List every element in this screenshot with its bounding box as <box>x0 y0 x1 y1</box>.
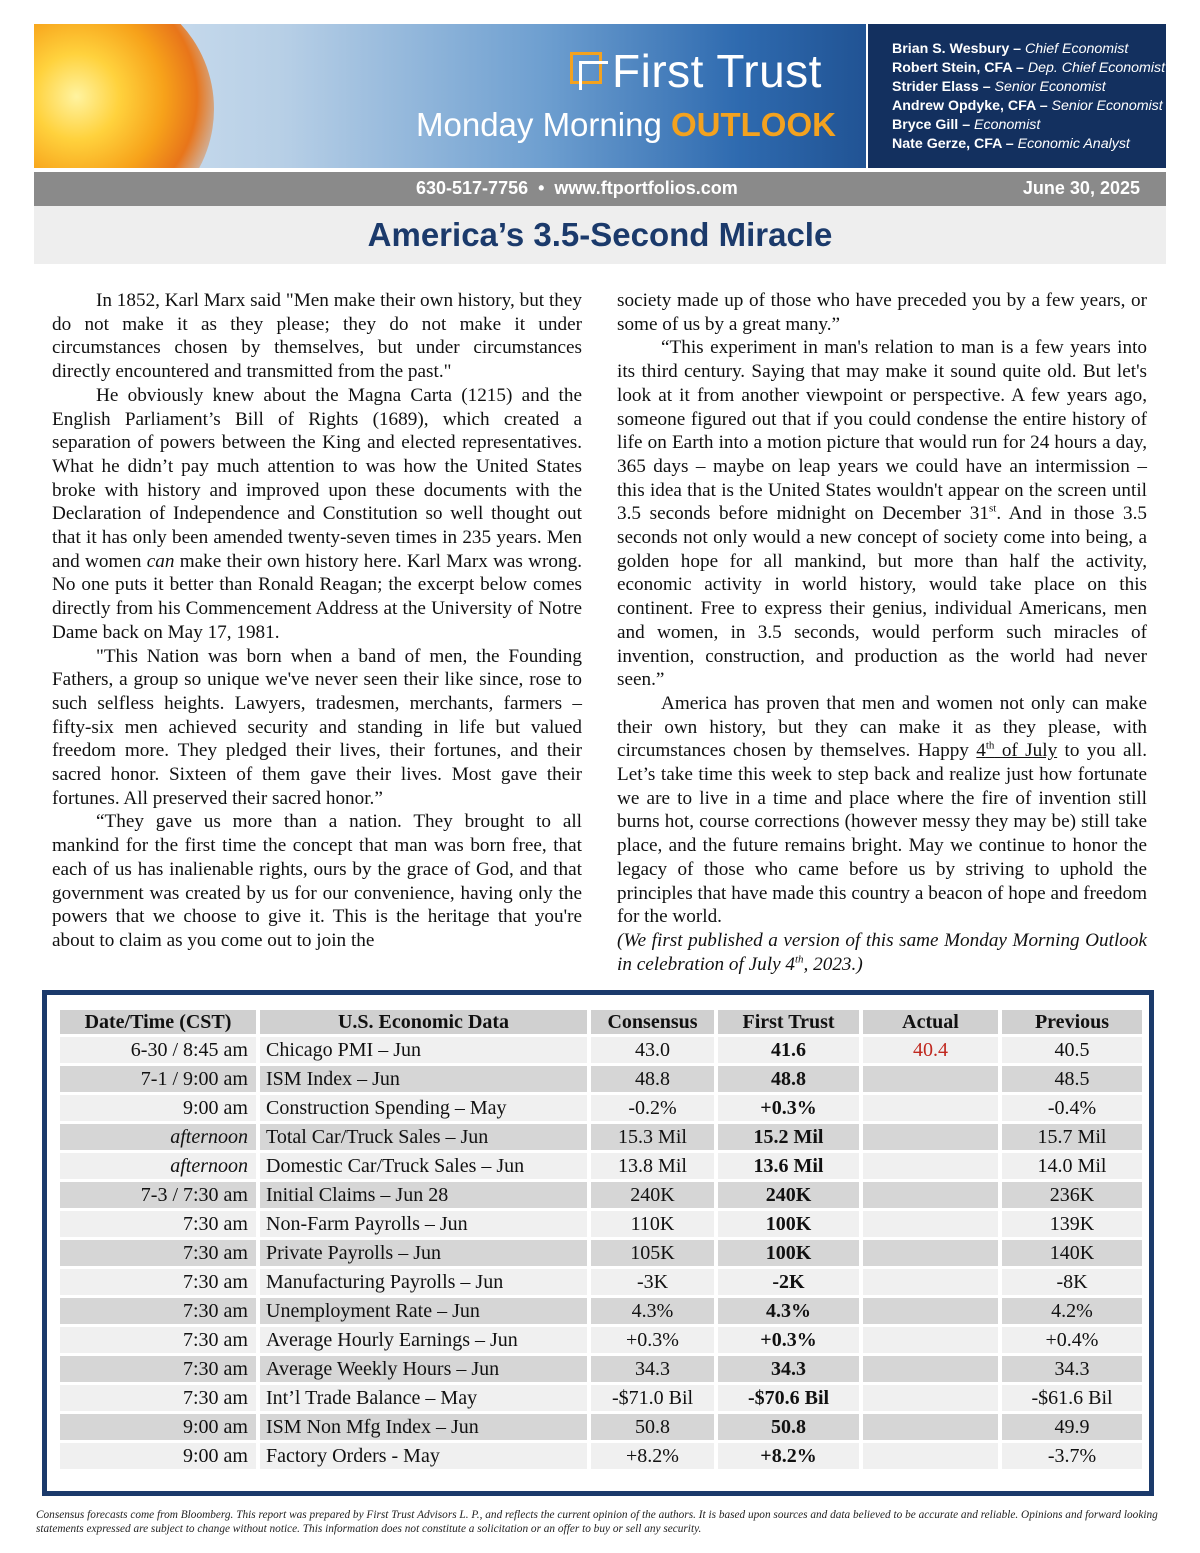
publication-name <box>416 106 836 144</box>
cell-previous: 40.5 <box>1002 1037 1142 1063</box>
staff-name: Robert Stein, CFA <box>892 60 1013 76</box>
cell-consensus: 48.8 <box>591 1066 714 1092</box>
cell-actual <box>863 1327 998 1353</box>
paragraph <box>617 692 1147 929</box>
cell-actual <box>863 1356 998 1382</box>
text-run: America has proven that men and women not only can make their own history, but they can make it as they please, with circumstances chosen by themselves. Happy <box>617 692 1147 762</box>
paragraph <box>52 384 582 645</box>
cell-previous: 4.2% <box>1002 1298 1142 1324</box>
cell-first-trust: 15.2 Mil <box>718 1124 859 1150</box>
cell-previous: +0.4% <box>1002 1327 1142 1353</box>
cell-first-trust: 4.3% <box>718 1298 859 1324</box>
cell-previous: -8K <box>1002 1269 1142 1295</box>
cell-previous: 48.5 <box>1002 1066 1142 1092</box>
cell-consensus: 43.0 <box>591 1037 714 1063</box>
staff-separator: – <box>1009 41 1025 57</box>
cell-indicator: Construction Spending – May <box>260 1095 587 1121</box>
cell-consensus: -3K <box>591 1269 714 1295</box>
text-run: to you all. Let’s take time this week to step back and realize just how fortunate we are to live in a time and place where the fire of invention still burns hot, course corrections (however messy they may be) still take place, and the future remains bright. May we continue to honor the legacy of those who came before us by striving to uphold the principles that have made this country a beacon of hope and freedom for the world. <box>617 740 1148 928</box>
cell-consensus: 240K <box>591 1182 714 1208</box>
cell-actual <box>863 1124 998 1150</box>
cell-consensus: 110K <box>591 1211 714 1237</box>
cell-actual <box>863 1211 998 1237</box>
cell-first-trust: -2K <box>718 1269 859 1295</box>
staff-separator: – <box>958 117 975 133</box>
staff-member <box>892 97 1166 116</box>
cell-actual <box>863 1095 998 1121</box>
cell-indicator: Unemployment Rate – Jun <box>260 1298 587 1324</box>
cell-indicator: Total Car/Truck Sales – Jun <box>260 1124 587 1150</box>
paragraph-continuation: society made up of those who have preceded you by a few years, or some of us by a great many.” <box>617 290 1147 335</box>
table-row <box>60 1269 1142 1295</box>
cell-actual <box>863 1066 998 1092</box>
cell-first-trust: +0.3% <box>718 1095 859 1121</box>
cell-first-trust: 100K <box>718 1240 859 1266</box>
superscript: th <box>985 739 995 752</box>
cell-datetime: 7:30 am <box>60 1240 256 1266</box>
staff-name: Nate Gerze, CFA <box>892 136 1002 152</box>
cell-actual <box>863 1443 998 1469</box>
cell-first-trust: 50.8 <box>718 1414 859 1440</box>
cell-indicator: Initial Claims – Jun 28 <box>260 1182 587 1208</box>
table-row <box>60 1240 1142 1266</box>
table-row <box>60 1298 1142 1324</box>
cell-first-trust: 48.8 <box>718 1066 859 1092</box>
cell-datetime: 7:30 am <box>60 1385 256 1411</box>
cell-indicator: Non-Farm Payrolls – Jun <box>260 1211 587 1237</box>
staff-list <box>866 24 1166 168</box>
cell-previous: 15.7 Mil <box>1002 1124 1142 1150</box>
table-row <box>60 1153 1142 1179</box>
cell-previous: -3.7% <box>1002 1443 1142 1469</box>
cell-indicator: Chicago PMI – Jun <box>260 1037 587 1063</box>
contact-bar <box>34 172 1166 206</box>
sunrise-graphic <box>34 24 214 168</box>
table-row <box>60 1443 1142 1469</box>
staff-separator: – <box>1012 60 1028 76</box>
staff-name: Bryce Gill <box>892 117 959 133</box>
staff-member <box>892 135 1166 154</box>
cell-datetime: 9:00 am <box>60 1443 256 1469</box>
cell-consensus: -$71.0 Bil <box>591 1385 714 1411</box>
staff-separator: – <box>1035 98 1052 114</box>
cell-indicator: Manufacturing Payrolls – Jun <box>260 1269 587 1295</box>
cell-previous: -0.4% <box>1002 1095 1142 1121</box>
article-title: America’s 3.5-Second Miracle <box>367 216 833 253</box>
table-header-row <box>60 1010 1142 1034</box>
staff-separator: – <box>978 79 995 95</box>
staff-name: Brian S. Wesbury <box>892 41 1010 57</box>
staff-member <box>892 40 1166 59</box>
table-row <box>60 1037 1142 1063</box>
cell-previous: 139K <box>1002 1211 1142 1237</box>
cell-consensus: +0.3% <box>591 1327 714 1353</box>
table-row <box>60 1211 1142 1237</box>
title-bar <box>34 206 1166 264</box>
staff-role: Dep. Chief Economist <box>1027 60 1166 76</box>
economic-calendar <box>42 990 1154 1496</box>
cell-datetime: 7:30 am <box>60 1211 256 1237</box>
article-column-right <box>617 289 1147 976</box>
staff-name: Strider Elass <box>892 79 979 95</box>
column-header-data: U.S. Economic Data <box>260 1010 587 1034</box>
cell-previous: 140K <box>1002 1240 1142 1266</box>
publication-note <box>617 929 1147 976</box>
text-run: . And in those 3.5 seconds not only would a new concept of society come into being, a golden hope for all mankind, but more than half the activity, economic activity in world history, would take place on this continent. Free to express their genius, individual Americans, men and women, in 3.5 seconds, would perform such miracles of invention, construction, and production as the world had never seen.” <box>617 503 1147 691</box>
cell-indicator: Average Weekly Hours – Jun <box>260 1356 587 1382</box>
paragraph: “They gave us more than a nation. They brought to all mankind for the first time the concept that man was born free, that each of us has inalienable rights, ours by the grace of God, and that government was created by us for our convenience, having only the powers that we choose to give it. This is the heritage that you're about to claim as you come out to join the <box>52 811 582 951</box>
brand-name: First Trust <box>612 45 822 97</box>
cell-consensus: 15.3 Mil <box>591 1124 714 1150</box>
column-header-first-trust: First Trust <box>718 1010 859 1034</box>
publication-prefix: Monday Morning <box>416 106 662 143</box>
text-run: He obviously knew about the Magna Carta (1215) and the English Parliament’s Bill of Rights (1689), which created a separation of powers between the King and elected representatives. What he didn’t pay much attention to was how the United States broke with history and improved upon these documents with the Declaration of Independence and Constitution so well thought out that it has only been amended twenty-seven times in 235 years. Men and women <box>52 384 582 572</box>
column-header-actual: Actual <box>863 1010 998 1034</box>
cell-datetime: 9:00 am <box>60 1414 256 1440</box>
cell-datetime: 6-30 / 8:45 am <box>60 1037 256 1063</box>
staff-role: Chief Economist <box>1025 41 1129 57</box>
first-trust-logo-icon <box>570 52 602 84</box>
header-banner <box>34 24 1166 168</box>
paragraph <box>617 336 1147 692</box>
cell-actual <box>863 1298 998 1324</box>
cell-actual <box>863 1269 998 1295</box>
cell-consensus: +8.2% <box>591 1443 714 1469</box>
table-row <box>60 1095 1142 1121</box>
superscript: st <box>988 502 997 515</box>
contact-info: 630-517-7756 • www.ftportfolios.com <box>416 178 738 198</box>
column-header-consensus: Consensus <box>591 1010 714 1034</box>
paragraph: In 1852, Karl Marx said "Men make their own history, but they do not make it as they please; they do not make it under circumstances chosen by themselves, but under circumstances directly encountered and transmitted from the past." <box>52 290 582 383</box>
disclaimer: Consensus forecasts come from Bloomberg. This report was prepared by First Trust Advisors L. P., and reflects the current opinion of the authors. It is based upon sources and data believed to be accurate and reliable. Opinions and forward looking statements expressed are subject to change without notice. This information does not constitute a solicitation or an offer to buy or sell any security. <box>36 1509 1158 1535</box>
cell-actual <box>863 1414 998 1440</box>
cell-indicator: ISM Index – Jun <box>260 1066 587 1092</box>
cell-previous: 236K <box>1002 1182 1142 1208</box>
cell-datetime: 7-3 / 7:30 am <box>60 1182 256 1208</box>
cell-consensus: 34.3 <box>591 1356 714 1382</box>
cell-first-trust: +0.3% <box>718 1327 859 1353</box>
cell-datetime: afternoon <box>60 1153 256 1179</box>
cell-indicator: Average Hourly Earnings – Jun <box>260 1327 587 1353</box>
text-run: of July <box>994 740 1058 762</box>
text-run: 4 <box>976 740 986 762</box>
emphasis-text: can <box>146 550 175 572</box>
cell-actual <box>863 1240 998 1266</box>
economic-data-table <box>56 1007 1146 1472</box>
cell-first-trust: -$70.6 Bil <box>718 1385 859 1411</box>
cell-actual <box>863 1153 998 1179</box>
cell-previous: 34.3 <box>1002 1356 1142 1382</box>
staff-member <box>892 59 1166 78</box>
cell-first-trust: 240K <box>718 1182 859 1208</box>
staff-role: Senior Economist <box>1051 98 1163 114</box>
column-header-datetime: Date/Time (CST) <box>60 1010 256 1034</box>
cell-actual: 40.4 <box>863 1037 998 1063</box>
cell-consensus: -0.2% <box>591 1095 714 1121</box>
table-row <box>60 1182 1142 1208</box>
table-row <box>60 1124 1142 1150</box>
staff-member <box>892 116 1166 135</box>
issue-date: June 30, 2025 <box>1022 178 1140 198</box>
text-run: , 2023.) <box>803 953 863 975</box>
cell-first-trust: 41.6 <box>718 1037 859 1063</box>
table-row <box>60 1356 1142 1382</box>
cell-actual <box>863 1182 998 1208</box>
cell-datetime: 7-1 / 9:00 am <box>60 1066 256 1092</box>
cell-previous: 14.0 Mil <box>1002 1153 1142 1179</box>
staff-role: Senior Economist <box>994 79 1106 95</box>
cell-first-trust: 100K <box>718 1211 859 1237</box>
cell-consensus: 50.8 <box>591 1414 714 1440</box>
cell-consensus: 4.3% <box>591 1298 714 1324</box>
cell-first-trust: 13.6 Mil <box>718 1153 859 1179</box>
staff-member <box>892 78 1166 97</box>
cell-indicator: Private Payrolls – Jun <box>260 1240 587 1266</box>
cell-consensus: 13.8 Mil <box>591 1153 714 1179</box>
table-row <box>60 1385 1142 1411</box>
cell-consensus: 105K <box>591 1240 714 1266</box>
cell-datetime: 9:00 am <box>60 1095 256 1121</box>
table-row <box>60 1066 1142 1092</box>
cell-datetime: 7:30 am <box>60 1327 256 1353</box>
cell-first-trust: +8.2% <box>718 1443 859 1469</box>
text-run: “This experiment in man's relation to man is a few years into its third century. Saying that may make it sound quite old. But let's look at it from another viewpoint or perspective. A few years ago, someone figured out that if you could condense the entire history of life on Earth into a motion picture that would run for 24 hours a day, 365 days – maybe on leap years we could have an intermission – this idea that is the United States wouldn't appear on the screen until 3.5 seconds before midnight on December 31 <box>617 337 1147 525</box>
text-run: make their own history here. Karl Marx was wrong. No one puts it better than Ronald Reagan; the excerpt below comes directly from his Commencement Address at the University of Notre Dame back on May 17, 1981. <box>52 550 582 643</box>
cell-datetime: afternoon <box>60 1124 256 1150</box>
cell-indicator: Domestic Car/Truck Sales – Jun <box>260 1153 587 1179</box>
article-column-left <box>52 289 582 953</box>
staff-role: Economic Analyst <box>1017 136 1130 152</box>
text-run: (We first published a version of this same Monday Morning Outlook in celebration of July 4 <box>617 929 1147 975</box>
paragraph: "This Nation was born when a band of men, the Founding Fathers, a group so unique we've never seen their like since, rose to such selfless heights. Lawyers, tradesmen, merchants, farmers – fifty-six men achieved security and standing in life but valued freedom more. They pledged their lives, their fortunes, and their sacred honor. Sixteen of them gave their lives. Most gave their fortunes. All preserved their sacred honor.” <box>52 645 582 809</box>
cell-datetime: 7:30 am <box>60 1269 256 1295</box>
staff-separator: – <box>1001 136 1018 152</box>
cell-actual <box>863 1385 998 1411</box>
cell-previous: -$61.6 Bil <box>1002 1385 1142 1411</box>
cell-datetime: 7:30 am <box>60 1356 256 1382</box>
cell-previous: 49.9 <box>1002 1414 1142 1440</box>
superscript: th <box>794 953 804 966</box>
staff-role: Economist <box>974 117 1041 133</box>
cell-indicator: Int’l Trade Balance – May <box>260 1385 587 1411</box>
cell-indicator: Factory Orders - May <box>260 1443 587 1469</box>
column-header-previous: Previous <box>1002 1010 1142 1034</box>
underlined-text <box>976 740 1057 761</box>
table-row <box>60 1327 1142 1353</box>
cell-indicator: ISM Non Mfg Index – Jun <box>260 1414 587 1440</box>
staff-name: Andrew Opdyke, CFA <box>892 98 1036 114</box>
table-row <box>60 1414 1142 1440</box>
cell-datetime: 7:30 am <box>60 1298 256 1324</box>
publication-accent: OUTLOOK <box>670 106 836 143</box>
cell-first-trust: 34.3 <box>718 1356 859 1382</box>
table-body <box>60 1037 1142 1469</box>
